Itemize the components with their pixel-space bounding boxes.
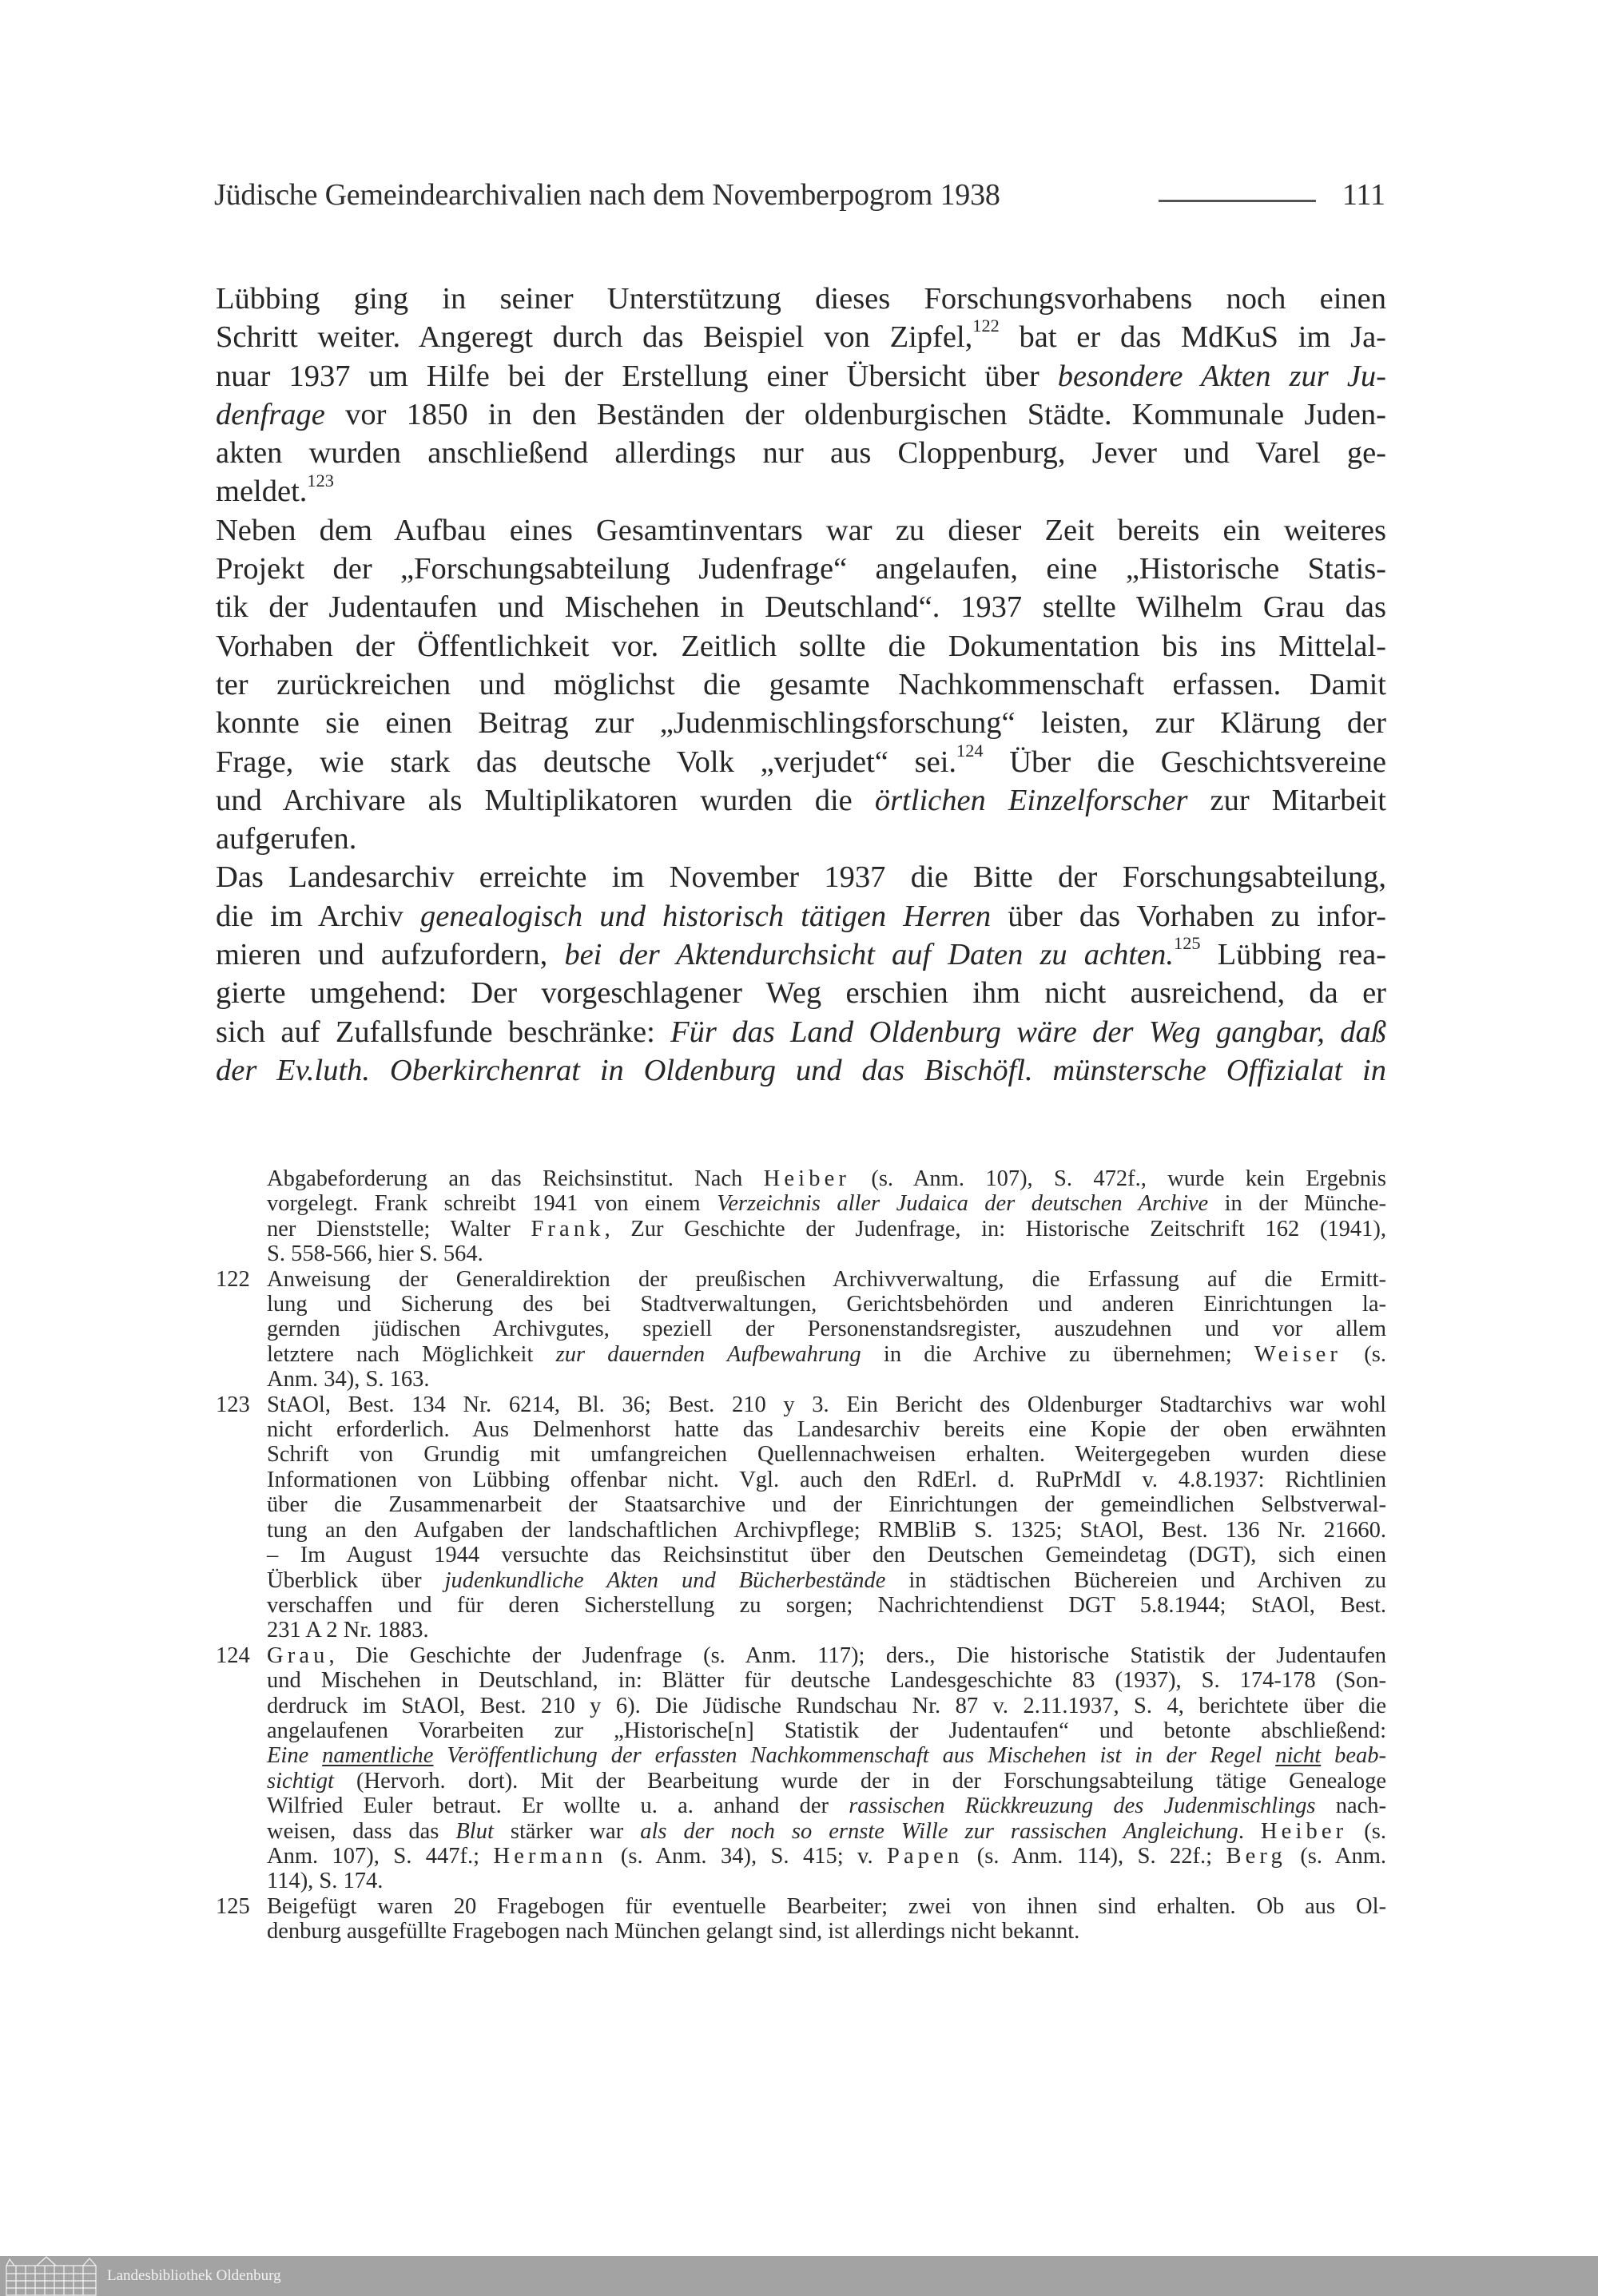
text-line bbox=[216, 935, 1386, 974]
text-line bbox=[216, 704, 1386, 742]
text-line bbox=[216, 357, 1386, 395]
text-line bbox=[216, 550, 1386, 588]
italic-text: zur dauernden Aufbewahrung bbox=[555, 1341, 861, 1367]
text-line bbox=[267, 1894, 1386, 1919]
text-line bbox=[267, 1543, 1386, 1567]
text-line bbox=[267, 1417, 1386, 1442]
text-line bbox=[267, 1392, 1386, 1417]
text-run: meldet. bbox=[216, 475, 308, 509]
text-line bbox=[267, 1367, 1386, 1392]
footnote-reference: 122 bbox=[972, 316, 1000, 336]
text-line bbox=[267, 1593, 1386, 1618]
footnote bbox=[216, 1267, 1386, 1392]
text-run: die im Archiv bbox=[216, 899, 420, 933]
footnote-reference: 124 bbox=[956, 740, 984, 761]
text-line bbox=[216, 280, 1386, 318]
text-line bbox=[267, 1191, 1386, 1216]
text-line bbox=[267, 1492, 1386, 1517]
text-line bbox=[267, 1919, 1386, 1944]
text-line bbox=[267, 1618, 1386, 1643]
body-paragraph bbox=[216, 858, 1386, 1090]
text-run: und Mischehen in Deutschland, in: Blätter für deutsche Landesgeschichte 83 (1937), S. 174-178 (Son- bbox=[267, 1668, 1386, 1694]
text-run: (s. Anm. 34), S. 415; v. bbox=[606, 1843, 887, 1869]
text-run: nicht erforderlich. Aus Delmenhorst hatte das Landesarchiv bereits eine Kopie der oben erwähnten bbox=[267, 1417, 1386, 1443]
text-line bbox=[267, 1794, 1386, 1818]
text-run: (s. Anm. 107), S. 472f., wurde kein Ergebnis bbox=[850, 1166, 1386, 1191]
italic-text: Blut bbox=[455, 1818, 494, 1844]
text-line bbox=[267, 1718, 1386, 1743]
text-line bbox=[216, 434, 1386, 472]
text-run: mieren und aufzufordern, bbox=[216, 938, 565, 972]
footnote-reference: 123 bbox=[307, 470, 334, 491]
text-run: Das Landesarchiv erreichte im November 1937 die Bitte der Forschungsabteilung, bbox=[216, 860, 1386, 895]
text-line bbox=[216, 858, 1386, 896]
italic-text: Für das Land Oldenburg wäre der Weg gangbar, daß bbox=[670, 1015, 1386, 1049]
footnotes bbox=[216, 1166, 1386, 1944]
text-line bbox=[216, 395, 1386, 434]
text-run: in der Münche- bbox=[1208, 1191, 1386, 1217]
footer-bar bbox=[0, 2256, 1598, 2296]
text-run: , Die Geschichte der Judenfrage (s. Anm. 117); ders., Die historische Statistik der Judentaufen bbox=[328, 1643, 1386, 1668]
footnote-number: 125 bbox=[216, 1893, 250, 1919]
text-run: (s. bbox=[1342, 1341, 1386, 1367]
text-run: (Hervorh. dort). Mit der Bearbeitung wurde der in der Forschungsabteilung tätige Genealoge bbox=[333, 1768, 1386, 1794]
text-line bbox=[267, 1217, 1386, 1241]
spaced-author-name: Grau bbox=[267, 1643, 329, 1668]
text-line bbox=[216, 1051, 1386, 1090]
text-line bbox=[267, 1267, 1386, 1292]
italic-text: sichtigt bbox=[267, 1768, 334, 1794]
text-run: lung und Sicherung des bei Stadtverwaltungen, Gerichtsbehörden und anderen Einrichtungen la- bbox=[267, 1292, 1386, 1317]
spaced-author-name: Frank bbox=[531, 1216, 605, 1241]
running-head bbox=[214, 177, 1387, 222]
italic-text: beab- bbox=[1321, 1743, 1387, 1769]
text-line bbox=[267, 1292, 1386, 1317]
running-head-title: Jüdische Gemeindearchivalien nach dem Novemberpogrom 1938 bbox=[214, 178, 1000, 212]
text-run: tik der Judentaufen und Mischehen in Deutschland“. 1937 stellte Wilhelm Grau das bbox=[216, 590, 1386, 625]
spaced-author-name: Hermann bbox=[493, 1843, 607, 1869]
text-run: letztere nach Möglichkeit bbox=[267, 1341, 556, 1367]
text-run: Beigefügt waren 20 Fragebogen für eventuelle Bearbeiter; zwei von ihnen sind erhalten. Ob aus Ol- bbox=[267, 1893, 1386, 1919]
text-run: (s. Anm. 114), S. 22f.; bbox=[963, 1843, 1226, 1869]
page-number: 111 bbox=[1342, 178, 1385, 212]
spaced-author-name: Heiber bbox=[1260, 1818, 1348, 1844]
text-line bbox=[216, 627, 1386, 665]
footnote-reference: 125 bbox=[1174, 933, 1201, 954]
text-run: zur Mitarbeit bbox=[1187, 783, 1386, 817]
text-run: Über die Geschichtsvereine bbox=[983, 745, 1386, 779]
text-run: Wilfried Euler betraut. Er wollte u. a. anhand der bbox=[267, 1794, 849, 1819]
italic-text: bei der Aktendurchsicht auf Daten zu achten. bbox=[564, 938, 1175, 972]
text-run: Schrift von Grundig mit umfangreichen Quellennachweisen erhalten. Weitergegeben wurden diese bbox=[267, 1442, 1386, 1468]
text-line bbox=[267, 1518, 1386, 1543]
text-run: denburg ausgefüllte Fragebogen nach München gelangt sind, ist allerdings nicht bekannt. bbox=[267, 1919, 1080, 1944]
text-run: gierte umgehend: Der vorgeschlagener Weg erschien ihm nicht ausreichend, da er bbox=[216, 976, 1386, 1011]
text-run: Lübbing rea- bbox=[1200, 938, 1386, 972]
text-line bbox=[216, 472, 1386, 510]
spaced-author-name: Weiser bbox=[1254, 1341, 1342, 1367]
text-line bbox=[267, 1643, 1386, 1668]
italic-text: Veröffentlichung der erfassten Nachkommenschaft aus Mischehen ist in der Regel bbox=[433, 1743, 1276, 1769]
text-line bbox=[216, 820, 1386, 858]
text-run: 114), S. 174. bbox=[267, 1869, 384, 1894]
text-line bbox=[267, 1694, 1386, 1718]
text-line bbox=[216, 781, 1386, 820]
text-run: derdruck im StAOl, Best. 210 y 6). Die Jüdische Rundschau Nr. 87 v. 2.11.1937, S. 4, berichtete über die bbox=[267, 1693, 1386, 1718]
italic-text: Eine bbox=[267, 1743, 323, 1769]
italic-text: der Ev.luth. Oberkirchenrat in Oldenburg und das Bischöfl. münstersche Offizialat in bbox=[216, 1053, 1386, 1087]
text-line bbox=[267, 1166, 1386, 1191]
spaced-author-name: Berg bbox=[1226, 1843, 1286, 1869]
text-run: (s. Anm. bbox=[1286, 1843, 1387, 1869]
text-run: tung an den Aufgaben der landschaftlichen Archivpflege; RMBliB S. 1325; StAOl, Best. 136 Nr. 21660. bbox=[267, 1517, 1386, 1543]
text-run: Überblick über bbox=[267, 1567, 445, 1593]
footnote-number: 123 bbox=[216, 1392, 250, 1417]
underlined-italic-text: nicht bbox=[1275, 1743, 1322, 1769]
text-run: in die Archive zu übernehmen; bbox=[861, 1341, 1254, 1367]
footer-label: Landesbibliothek Oldenburg bbox=[107, 2267, 281, 2284]
italic-text: als der noch so ernste Wille zur rassischen Angleichung bbox=[640, 1818, 1238, 1844]
italic-text: besondere Akten zur Ju- bbox=[1057, 359, 1386, 393]
text-line bbox=[267, 1869, 1386, 1893]
body-paragraph bbox=[216, 280, 1386, 511]
text-run: Lübbing ging in seiner Unterstützung dieses Forschungsvorhabens noch einen bbox=[216, 282, 1386, 316]
spaced-author-name: Heiber bbox=[763, 1166, 850, 1191]
italic-text: Verzeichnis aller Judaica der deutschen Archive bbox=[717, 1191, 1209, 1217]
body-text bbox=[216, 280, 1386, 1090]
underlined-italic-text: namentliche bbox=[322, 1743, 434, 1769]
text-line bbox=[267, 1743, 1386, 1768]
italic-text: örtlichen Einzelforscher bbox=[874, 783, 1188, 817]
text-line bbox=[267, 1442, 1386, 1467]
text-run: bat er das MdKuS im Ja- bbox=[999, 320, 1386, 355]
text-line bbox=[216, 511, 1386, 550]
text-run: verschaffen und für deren Sicherstellung zu sorgen; Nachrichtendienst DGT 5.8.1944; StAOl, Best. bbox=[267, 1592, 1386, 1618]
text-line bbox=[267, 1668, 1386, 1693]
text-run: 231 A 2 Nr. 1883. bbox=[267, 1618, 429, 1643]
text-line bbox=[216, 974, 1386, 1012]
text-run: konnte sie einen Beitrag zur „Judenmischlingsforschung“ leisten, zur Klärung der bbox=[216, 706, 1386, 741]
text-run: gernden jüdischen Archivgutes, speziell der Personenstandsregister, auszudehnen und vor allem bbox=[267, 1317, 1386, 1342]
text-run: nuar 1937 um Hilfe bei der Erstellung einer Übersicht über bbox=[216, 359, 1058, 393]
footnote bbox=[216, 1894, 1386, 1944]
footnote bbox=[216, 1643, 1386, 1894]
text-run: angelaufenen Vorarbeiten zur „Historische[n] Statistik der Judentaufen“ und betonte abschließend: bbox=[267, 1718, 1386, 1743]
text-run: stärker war bbox=[493, 1818, 641, 1844]
text-run: (s. bbox=[1347, 1818, 1387, 1844]
text-line bbox=[267, 1568, 1386, 1593]
footnote-number: 124 bbox=[216, 1643, 250, 1668]
text-run: sich auf Zufallsfunde beschränke: bbox=[216, 1015, 671, 1049]
text-line bbox=[216, 588, 1386, 626]
text-run: weisen, dass das bbox=[267, 1818, 456, 1844]
italic-text: genealogisch und historisch tätigen Herren bbox=[419, 899, 992, 933]
italic-text: denfrage bbox=[216, 397, 325, 431]
text-run: Anweisung der Generaldirektion der preußischen Archivverwaltung, die Erfassung auf die Ermitt- bbox=[267, 1266, 1386, 1292]
text-run: Projekt der „Forschungsabteilung Judenfrage“ angelaufen, eine „Historische Statis- bbox=[216, 552, 1386, 586]
text-run: Anm. 107), S. 447f.; bbox=[267, 1843, 494, 1869]
text-run: über die Zusammenarbeit der Staatsarchive und der Einrichtungen der gemeindlichen Selbstverwal- bbox=[267, 1492, 1386, 1518]
text-line bbox=[267, 1819, 1386, 1844]
running-head-rule bbox=[1159, 200, 1316, 202]
text-run: Informationen von Lübbing offenbar nicht. Vgl. auch den RdErl. d. RuPrMdI v. 4.8.1937: Richtlinien bbox=[267, 1467, 1386, 1492]
text-run: und Archivare als Multiplikatoren wurden die bbox=[216, 783, 875, 817]
text-run: StAOl, Best. 134 Nr. 6214, Bl. 36; Best. 210 y 3. Ein Bericht des Oldenburger Stadtarchivs war wohl bbox=[267, 1392, 1386, 1417]
text-run: ner Dienststelle; Walter bbox=[267, 1216, 531, 1241]
text-line bbox=[267, 1468, 1386, 1492]
text-line bbox=[216, 318, 1386, 356]
text-line bbox=[267, 1317, 1386, 1341]
footnote-number: 122 bbox=[216, 1266, 250, 1292]
text-run: nach- bbox=[1315, 1794, 1386, 1819]
text-line bbox=[267, 1241, 1386, 1266]
text-run: Neben dem Aufbau eines Gesamtinventars war zu dieser Zeit bereits ein weiteres bbox=[216, 513, 1386, 547]
body-paragraph bbox=[216, 511, 1386, 859]
text-line bbox=[216, 740, 1386, 781]
text-run: Abgabeforderung an das Reichsinstitut. Nach bbox=[267, 1166, 764, 1191]
library-building-icon bbox=[5, 2256, 99, 2296]
text-line bbox=[267, 1342, 1386, 1367]
text-run: Frage, wie stark das deutsche Volk „verjudet“ sei. bbox=[216, 745, 957, 779]
spaced-author-name: Papen bbox=[887, 1843, 964, 1869]
italic-text: rassischen Rückkreuzung des Judenmischlings bbox=[849, 1794, 1316, 1819]
footnote bbox=[216, 1166, 1386, 1267]
text-line bbox=[216, 1013, 1386, 1051]
text-run: vorgelegt. Frank schreibt 1941 von einem bbox=[267, 1191, 718, 1217]
text-run: Vorhaben der Öffentlichkeit vor. Zeitlich sollte die Dokumentation bis ins Mittelal- bbox=[216, 629, 1386, 663]
text-run: Schritt weiter. Angeregt durch das Beispiel von Zipfel, bbox=[216, 320, 973, 355]
text-run: , Zur Geschichte der Judenfrage, in: Historische Zeitschrift 162 (1941), bbox=[604, 1216, 1386, 1241]
text-line bbox=[216, 897, 1386, 935]
text-run: ter zurückreichen und möglichst die gesamte Nachkommenschaft erfassen. Damit bbox=[216, 667, 1386, 701]
text-run: über das Vorhaben zu infor- bbox=[991, 899, 1386, 933]
text-run: in städtischen Büchereien und Archiven zu bbox=[885, 1567, 1386, 1593]
text-line bbox=[267, 1769, 1386, 1794]
text-run: S. 558-566, hier S. 564. bbox=[267, 1241, 483, 1267]
text-run: – Im August 1944 versuchte das Reichsinstitut über den Deutschen Gemeindetag (DGT), sich einen bbox=[267, 1543, 1386, 1568]
footnote bbox=[216, 1392, 1386, 1643]
italic-text: judenkundliche Akten und Bücherbestände bbox=[444, 1567, 886, 1593]
text-run: vor 1850 in den Beständen der oldenburgischen Städte. Kommunale Juden- bbox=[324, 397, 1386, 431]
text-run: akten wurden anschließend allerdings nur aus Cloppenburg, Jever und Varel ge- bbox=[216, 436, 1386, 471]
text-line bbox=[267, 1844, 1386, 1869]
text-run: . bbox=[1238, 1818, 1261, 1844]
text-run: aufgerufen. bbox=[216, 822, 357, 856]
text-run: Anm. 34), S. 163. bbox=[267, 1367, 430, 1392]
text-line bbox=[216, 665, 1386, 704]
